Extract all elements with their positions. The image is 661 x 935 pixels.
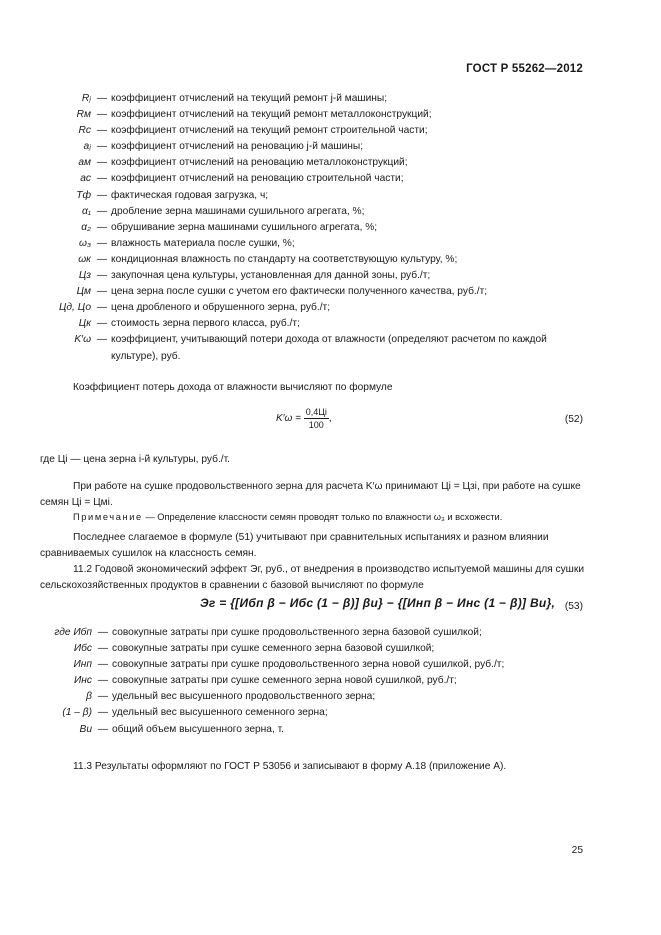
definition2-dash: —: [97, 691, 109, 703]
definition2-symbol: (1 – β): [62, 707, 92, 719]
definition-row: [40, 107, 585, 123]
definition-text: кондиционная влажность по стандарту на соответствующую культуру, %;: [111, 253, 458, 265]
formula-52-numerator: 0,4Цi: [305, 407, 327, 417]
definition2-row: [40, 705, 585, 721]
formula-52-tail: ,: [328, 413, 332, 425]
definition2-dash: —: [97, 675, 109, 687]
definition-symbol: ω₃: [79, 237, 91, 249]
definition-dash: —: [96, 109, 108, 121]
definition-dash: —: [96, 334, 108, 346]
definition-row: [40, 268, 585, 284]
formula-52-lhs: K′ω =: [276, 413, 301, 425]
definition-dash: —: [96, 253, 108, 265]
definition-text: дробление зерна машинами сушильного агрегата, %;: [111, 205, 365, 217]
definition-text: коэффициент отчислений на реновацию j-й машины;: [111, 141, 364, 153]
definition-symbol: aⱼ: [83, 141, 91, 153]
definitions-list: [40, 91, 585, 365]
definition-dash: —: [96, 141, 108, 153]
definition2-row: [40, 722, 585, 738]
definition-dash: —: [96, 286, 108, 298]
definition-dash: —: [96, 302, 108, 314]
note-text: — Определение классности семян проводят только по влажности ω₃ и всхожести.: [142, 512, 503, 522]
definition-text: коэффициент отчислений на текущий ремонт j-й машины;: [111, 93, 388, 104]
definition2-symbol: Инс: [74, 675, 92, 687]
definition2-symbol: Инп: [73, 659, 92, 671]
definition-dash: —: [96, 318, 108, 330]
definition2-text: общий объем высушенного зерна, т.: [112, 723, 284, 735]
definition-symbol: Rс: [78, 125, 91, 137]
definition-symbol: Цк: [78, 318, 91, 330]
definition2-dash: —: [97, 659, 109, 671]
definition-text: коэффициент, учитывающий потери дохода от влажности (определяют расчетом по каждой культуре), руб.: [111, 334, 547, 362]
definition2-text: совокупные затраты при сушке продовольственного зерна базовой сушилкой;: [112, 627, 482, 638]
definition-text: коэффициент отчислений на текущий ремонт строительной части;: [111, 125, 428, 137]
definition-text: коэффициент отчислений на реновацию строительной части;: [111, 173, 404, 185]
definition-text: коэффициент отчислений на текущий ремонт металлоконструкций;: [111, 109, 432, 121]
work-paragraph: При работе на сушке продовольственного зерна для расчета K′ω принимают Цi = Цзi, при работе на сушке семян Цi = Цмi.: [40, 481, 581, 508]
where-ci: где Цi — цена зерна i-й культуры, руб./т.: [40, 454, 230, 465]
definition2-dash: —: [97, 707, 109, 719]
definition-dash: —: [96, 189, 108, 201]
definition-symbol: K′ω: [74, 334, 91, 346]
definition-row: [40, 332, 585, 364]
definition-symbol: α₁: [81, 205, 91, 217]
definition2-text: удельный вес высушенного продовольственного зерна;: [112, 691, 376, 703]
definition-text: влажность материала после сушки, %;: [111, 237, 295, 249]
definition2-dash: —: [97, 627, 109, 638]
definition2-text: удельный вес высушенного семенного зерна;: [112, 707, 328, 719]
definition-dash: —: [96, 157, 108, 169]
definition-symbol: Цд, Цо: [59, 302, 91, 314]
section-11-2: 11.2 Годовой экономический эффект Эг, руб., от внедрения в производство испытуемой машины для сушки сельскохозяйственных продуктов в сравнении с базовой вычисляют по формуле: [40, 564, 585, 591]
formula-53: Эг = {[Ибп β − Ибс (1 − β)] βи} − {[Инп β − Инс (1 − β)] Ви},: [200, 596, 556, 610]
definition-row: [40, 284, 585, 300]
definition-row: [40, 123, 585, 139]
definition-row: [40, 188, 585, 204]
definition-text: цена зерна после сушки с учетом его фактически полученного качества, руб./т;: [111, 286, 488, 298]
definition-text: фактическая годовая загрузка, ч;: [111, 189, 269, 201]
definition-symbol: α₂: [81, 221, 91, 233]
definition-symbol: Цз: [78, 270, 91, 282]
definition2-dash: —: [97, 643, 109, 655]
definition2-row: [40, 673, 585, 689]
definition-symbol: Цм: [76, 286, 91, 298]
note-label: Примечание: [73, 512, 143, 522]
definition-row: [40, 171, 585, 187]
definition-row: [40, 316, 585, 332]
definition2-symbol: где Ибп: [54, 627, 92, 638]
definition-row: [40, 236, 585, 252]
definition2-symbol: Ви: [79, 723, 92, 735]
definition2-symbol: Ибс: [73, 643, 92, 655]
definition-dash: —: [96, 93, 108, 104]
definition-dash: —: [96, 237, 108, 249]
definition-row: [40, 204, 585, 220]
definition-symbol: Rм: [76, 109, 91, 121]
definition-text: закупочная цена культуры, установленная для данной зоны, руб./т;: [111, 270, 431, 282]
definition-row: [40, 91, 585, 107]
definition-row: [40, 252, 585, 268]
definition2-row: [40, 641, 585, 657]
definition-dash: —: [96, 205, 108, 217]
equation-number-53: (53): [564, 601, 583, 612]
definition2-row: [40, 689, 585, 705]
definition-row: [40, 300, 585, 316]
definition-text: обрушивание зерна машинами сушильного агрегата, %;: [111, 221, 378, 233]
definition-row: [40, 155, 585, 171]
definition-symbol: aс: [80, 173, 91, 185]
definition-symbol: ωк: [78, 253, 91, 265]
formula-52-fraction: [304, 407, 329, 430]
definition2-text: совокупные затраты при сушке семенного зерна новой сушилкой, руб./т;: [112, 675, 457, 687]
definition2-dash: —: [97, 723, 109, 735]
definition-text: коэффициент отчислений на реновацию металлоконструкций;: [111, 157, 408, 169]
definition-row: [40, 220, 585, 236]
formula-52: [276, 407, 332, 430]
definition-text: стоимость зерна первого класса, руб./т;: [111, 318, 300, 330]
equation-number-52: (52): [564, 414, 583, 425]
page-number: 25: [571, 845, 583, 856]
document-header: ГОСТ Р 55262—2012: [466, 63, 583, 75]
formula-52-denominator: 100: [308, 420, 324, 430]
definition2-text: совокупные затраты при сушке семенного зерна базовой сушилкой;: [112, 643, 435, 655]
formula-intro: Коэффициент потерь дохода от влажности вычисляют по формуле: [73, 382, 393, 393]
section-11-3: 11.3 Результаты оформляют по ГОСТ Р 53056 и записывают в форму А.18 (приложение А).: [73, 761, 507, 772]
definition-row: [40, 139, 585, 155]
note: [73, 512, 502, 522]
definition2-text: совокупные затраты при сушке продовольственного зерна новой сушилкой, руб./т;: [112, 659, 505, 671]
definition-dash: —: [96, 270, 108, 282]
definition-text: цена дробленого и обрушенного зерна, руб./т;: [111, 302, 331, 314]
definition-symbol: aм: [78, 157, 91, 169]
definition-dash: —: [96, 125, 108, 137]
definition-symbol: Tф: [76, 189, 91, 201]
definition2-symbol: β: [86, 691, 92, 703]
last-term-paragraph: Последнее слагаемое в формуле (51) учитывают при сравнительных испытаниях и разном влиянии сравниваемых сушилок на классность семян.: [40, 532, 549, 559]
definition-dash: —: [96, 221, 108, 233]
definition2-row: [40, 657, 585, 673]
definitions-list-2: [40, 625, 585, 738]
definition-dash: —: [96, 173, 108, 185]
definition-symbol: Rⱼ: [81, 93, 91, 104]
definition2-row: [40, 625, 585, 641]
